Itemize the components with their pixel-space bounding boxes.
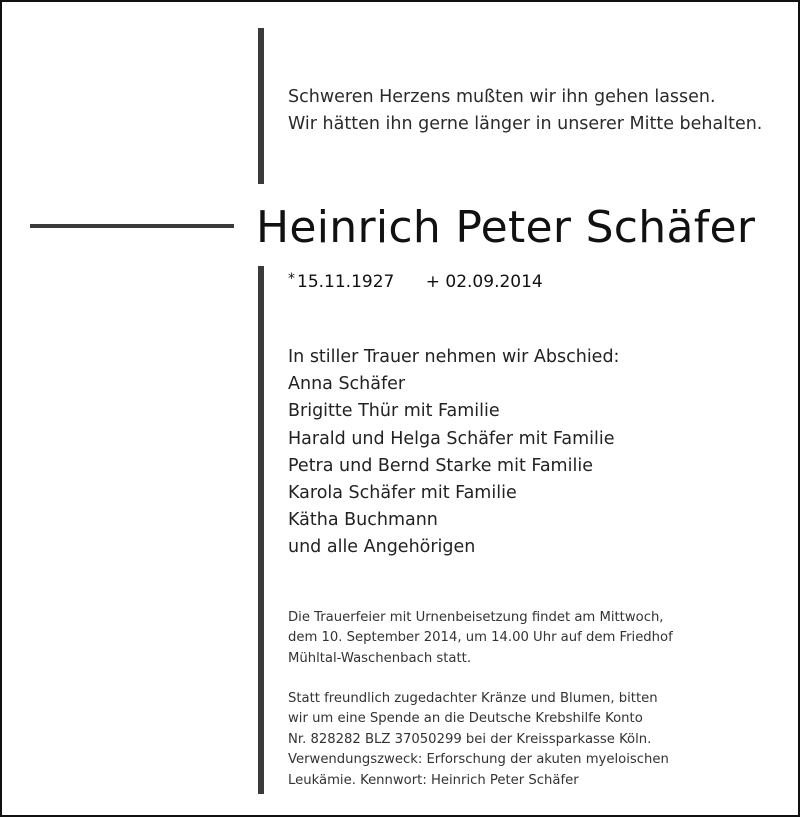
mourner-item: Petra und Bernd Starke mit Familie [288, 455, 593, 476]
motto-line: Schweren Herzens mußten wir ihn gehen lassen. [288, 87, 716, 107]
mourners-list [288, 344, 619, 562]
funeral-notice [288, 608, 673, 669]
vertical-rule-top [258, 28, 264, 184]
mourner-item: Kätha Buchmann [288, 510, 438, 531]
mourner-item: und alle Angehörigen [288, 537, 476, 558]
notice-line: wir um eine Spende an die Deutsche Krebshilfe Konto [288, 711, 643, 727]
notice-line: Die Trauerfeier mit Urnenbeisetzung findet am Mittwoch, [288, 610, 664, 625]
birth-date: 15.11.1927 [297, 272, 395, 292]
notice-line: Nr. 828282 BLZ 37050299 bei der Kreissparkasse Köln. [288, 731, 652, 747]
mourner-item: Brigitte Thür mit Familie [288, 401, 500, 422]
death-date: + 02.09.2014 [425, 272, 543, 292]
horizontal-rule [30, 224, 234, 228]
mourner-item: Harald und Helga Schäfer mit Familie [288, 428, 615, 449]
mourner-item: Anna Schäfer [288, 374, 406, 395]
notice-line: Statt freundlich zugedachter Kränze und Blumen, bitten [288, 691, 658, 706]
notice-line: dem 10. September 2014, um 14.00 Uhr auf dem Friedhof [288, 630, 673, 646]
donation-notice [288, 689, 669, 791]
notice-line: Verwendungszweck: Erforschung der akuten myeloischen [288, 752, 669, 768]
mourners-heading: In stiller Trauer nehmen wir Abschied: [288, 347, 620, 367]
motto [288, 84, 762, 138]
notice-line: Leukämie. Kennwort: Heinrich Peter Schäfer [288, 772, 579, 788]
vertical-rule-bottom [258, 266, 264, 794]
birth-symbol: * [288, 271, 295, 287]
life-dates [288, 266, 543, 295]
deceased-name: Heinrich Peter Schäfer [256, 202, 756, 253]
mourner-item: Karola Schäfer mit Familie [288, 483, 517, 504]
notice-line: Mühltal-Waschenbach statt. [288, 650, 472, 666]
motto-line: Wir hätten ihn gerne länger in unserer Mitte behalten. [288, 114, 763, 134]
